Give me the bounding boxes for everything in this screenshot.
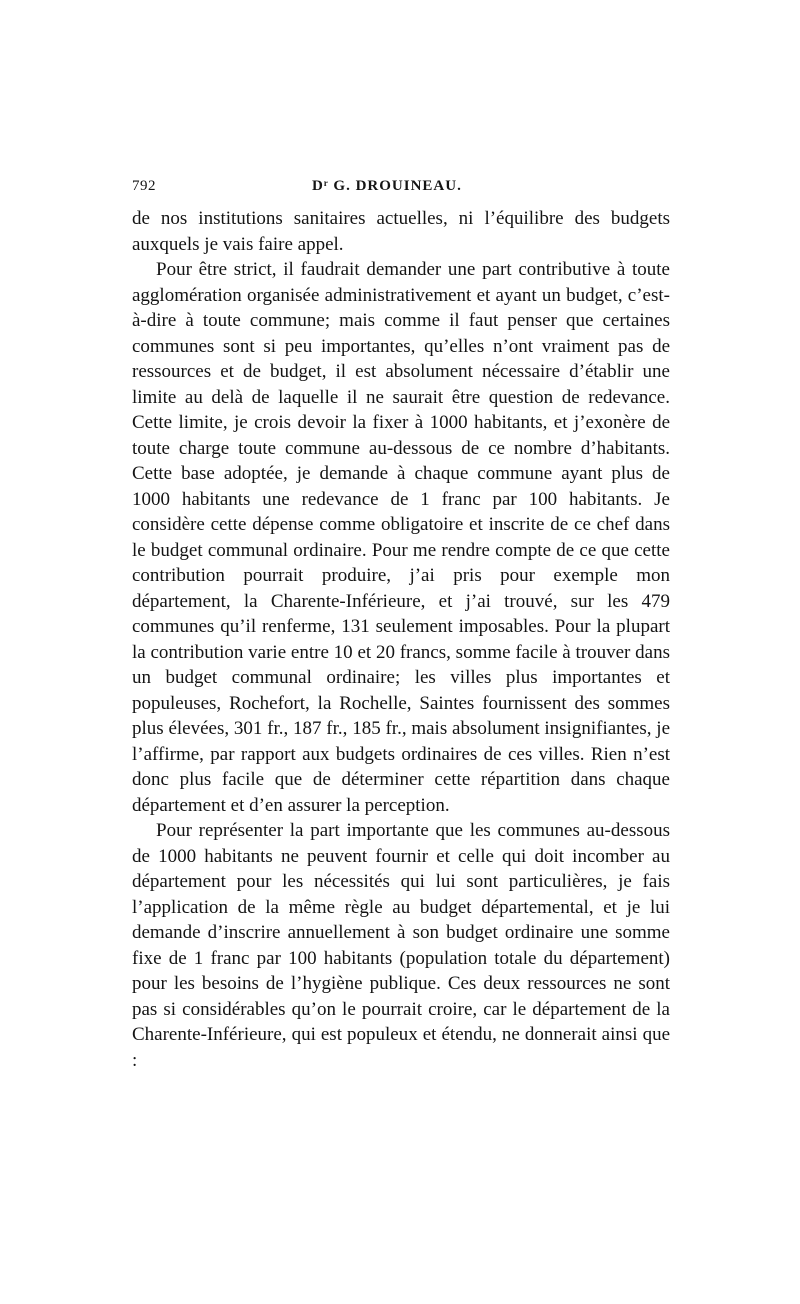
running-head-author: Dʳ G. DROUINEAU. [312, 178, 462, 194]
page-number: 792 [132, 178, 156, 194]
paragraph-continuation: de nos institutions sanitaires actuelles, ni l’équilibre des budgets auxquels je vais faire appel. [132, 208, 670, 255]
body-text [132, 206, 670, 1073]
running-head [132, 178, 670, 200]
paragraph-departement: Pour représenter la part importante que les communes au-dessous de 1000 habitants ne peuvent fournir et celle qui doit incomber au département pour les nécessités qui lui sont particulières, je fais l’application de la même règle au budget départemental, et je lui demande d’inscrire annuellement à son budget ordinaire une somme fixe de 1 franc par 100 habitants (population totale du département) pour les besoins de l’hygiène publique. Ces deux ressources ne sont pas si considérables qu’on le pourrait croire, car le département de la Charente-Inférieure, qui est populeux et étendu, ne donnerait ainsi que : [132, 820, 670, 1071]
book-page [132, 178, 670, 1073]
paragraph-contribution: Pour être strict, il faudrait demander une part contributive à toute agglomération organisée administrativement et ayant un budget, c’est-à-dire à toute commune; mais comme il faut penser que certaines communes sont si peu importantes, qu’elles n’ont vraiment pas de ressources et de budget, il est absolument nécessaire d’établir une limite au delà de laquelle il ne saurait être question de redevance. Cette limite, je crois devoir la fixer à 1000 habitants, et j’exonère de toute charge toute commune au-dessous de ce nombre d’habitants. Cette base adoptée, je demande à chaque commune ayant plus de 1000 habitants une redevance de 1 franc par 100 habitants. Je considère cette dépense comme obligatoire et inscrite de ce chef dans le budget communal ordinaire. Pour me rendre compte de ce que cette contribution pourrait produire, j’ai pris pour exemple mon département, la Charente-Inférieure, et j’ai trouvé, sur les 479 communes qu’il renferme, 131 seulement imposables. Pour la plupart la contribution varie entre 10 et 20 francs, somme facile à trouver dans un budget communal ordinaire; les villes plus importantes et populeuses, Rochefort, la Rochelle, Saintes fournissent des sommes plus élevées, 301 fr., 187 fr., 185 fr., mais absolument insignifiantes, je l’affirme, par rapport aux budgets ordinaires de ces villes. Rien n’est donc plus facile que de déterminer cette répartition dans chaque département et d’en assurer la perception. [132, 259, 670, 816]
